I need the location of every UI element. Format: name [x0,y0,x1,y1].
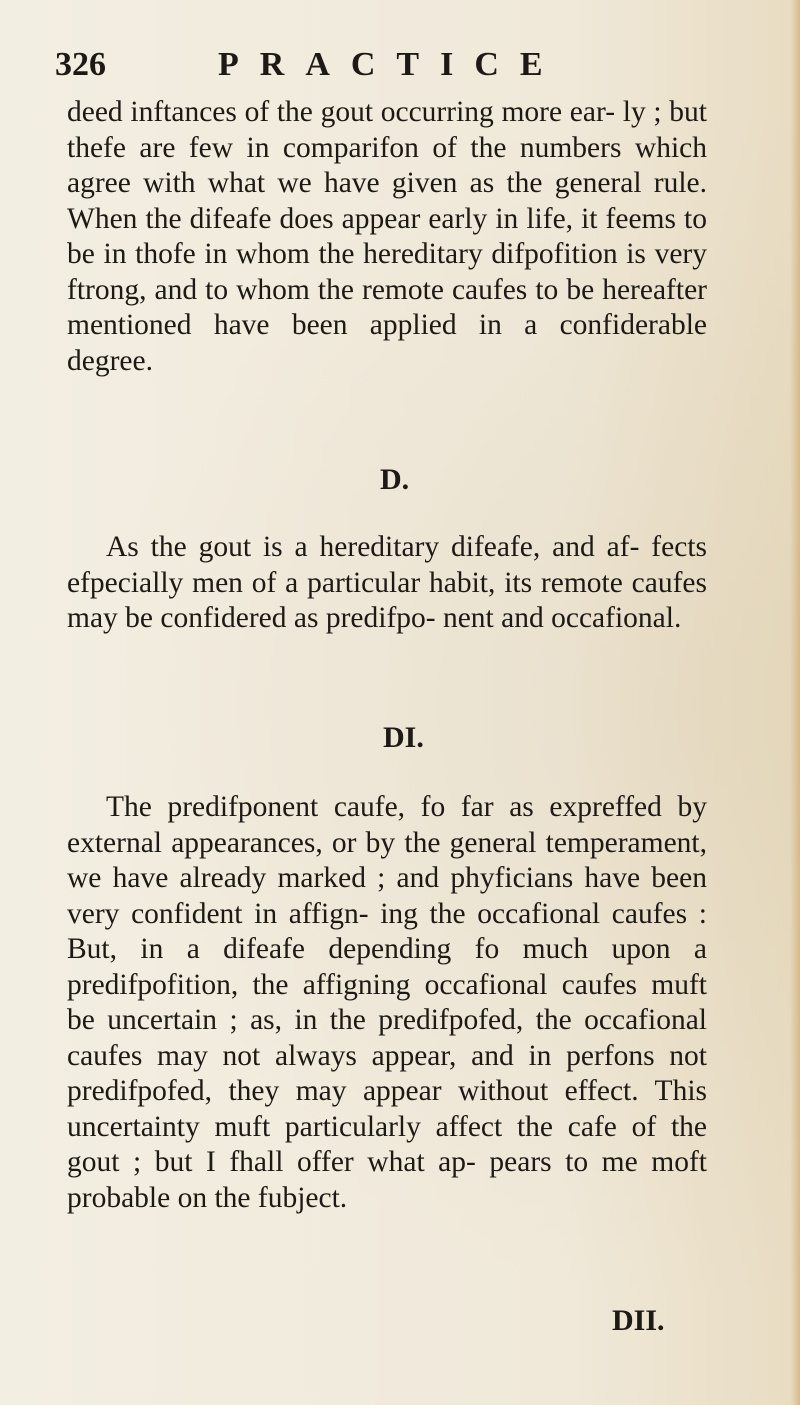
page-edge [790,0,800,1405]
catchword: DII. [612,1304,665,1337]
section-heading-d: D. [380,463,410,496]
running-head: PRACTICE [218,46,564,83]
section-heading-di: DI. [383,721,424,754]
paragraph-d: As the gout is a hereditary difeafe, and af- fects efpecially men of a particular habit, its remote caufes may be confidered as predifpo- nent and occafional. [67,531,707,634]
paragraph-continued: deed inftances of the gout occurring more ear- ly ; but thefe are few in comparifon of the numbers which agree with what we have given as the general rule. When the difeafe does appear early in life, it feems to be in thofe in whom the hereditary difpofition is very ftrong, and to whom the remote caufes to be hereafter mentioned have been applied in a confiderable degree. [67,96,707,377]
paragraph-di: The predifponent caufe, fo far as expreffed by external appearances, or by the general temperament, we have already marked ; and phyficians have been very confident in affign- ing the occafional caufes : But, in a difeafe depending fo much upon a predifpofition, the affigning occafional caufes muft be uncertain ; as, in the predifpofed, the occafional caufes may not always appear, and in perfons not predifpofed, they may appear without effect. This uncertainty muft particularly affect the cafe of the gout ; but I fhall offer what ap- pears to me moft probable on the fubject. [67,791,707,1214]
page-header [55,40,705,90]
page-number: 326 [55,46,106,83]
